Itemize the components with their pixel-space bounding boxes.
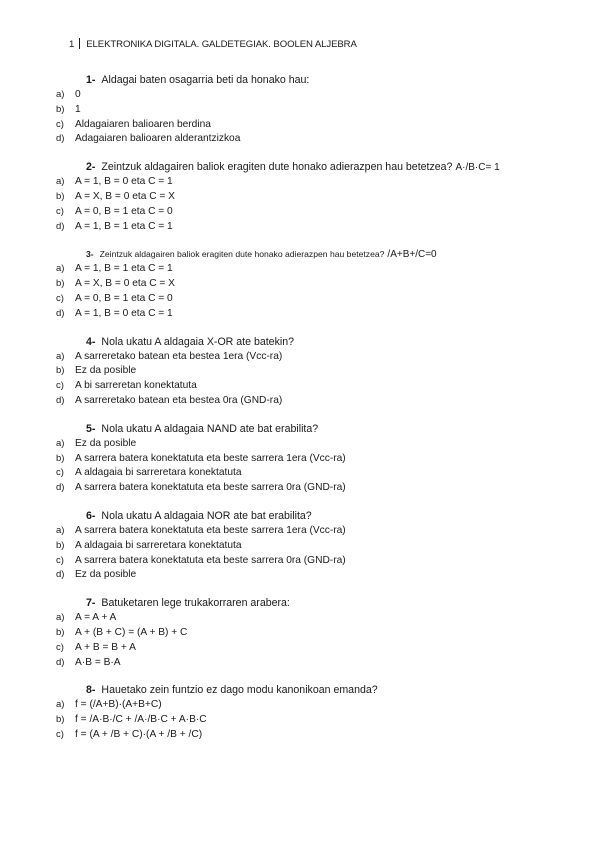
- question-number: 1-: [86, 74, 96, 86]
- option-text: Ez da posible: [75, 437, 137, 449]
- option-letter: a): [56, 524, 65, 536]
- option-text: A = 0, B = 1 eta C = 0: [75, 292, 173, 304]
- question-expression: A·/B·C= 1: [455, 162, 500, 174]
- answer-option: [56, 350, 556, 365]
- option-letter: c): [56, 205, 64, 217]
- question-title: [56, 335, 556, 350]
- option-text: A = 0, B = 1 eta C = 0: [75, 205, 173, 217]
- option-letter: b): [56, 714, 65, 726]
- option-letter: d): [56, 220, 65, 232]
- option-text: A·B = B·A: [75, 656, 121, 668]
- option-text: A sarreretako batean eta bestea 0ra (GND-ra): [75, 394, 283, 406]
- option-text: Adagaiaren balioaren alderantzizkoa: [75, 133, 241, 145]
- option-letter: c): [56, 380, 64, 392]
- option-text: A = 1, B = 1 eta C = 1: [75, 263, 173, 275]
- question-title: [56, 73, 556, 88]
- question-number: 6-: [86, 509, 96, 522]
- option-text: 0: [75, 89, 81, 100]
- answer-option: [56, 728, 556, 743]
- question-number: 7-: [86, 597, 96, 610]
- option-text: A = A + A: [75, 612, 117, 624]
- question-number: 3-: [86, 249, 94, 260]
- question-number: 5-: [86, 422, 96, 435]
- answer-option: [56, 103, 556, 118]
- question-expression: /A+B+/C=0: [387, 249, 437, 261]
- option-letter: c): [56, 554, 64, 566]
- header-title: ELEKTRONIKA DIGITALA. GALDETEGIAK. BOOLEN ALJEBRA: [86, 39, 357, 50]
- option-text: A = 1, B = 0 eta C = 1: [75, 307, 173, 319]
- option-letter: b): [56, 452, 65, 464]
- question-title: [56, 247, 556, 262]
- question-block: [56, 73, 556, 147]
- option-text: A sarrera batera konektatuta eta beste sarrera 0ra (GND-ra): [75, 554, 346, 566]
- option-text: A sarrera batera konektatuta eta beste sarrera 1era (Vcc-ra): [75, 452, 346, 464]
- option-letter: b): [56, 103, 65, 115]
- answer-option: [56, 539, 556, 554]
- option-text: f = /A·B·/C + /A·/B·C + A·B·C: [75, 714, 207, 726]
- option-letter: a): [56, 612, 65, 624]
- question-block: [56, 422, 556, 496]
- option-text: A = 1, B = 1 eta C = 1: [75, 220, 173, 232]
- option-letter: c): [56, 118, 64, 130]
- answer-option: [56, 626, 556, 641]
- question-title: [56, 596, 556, 611]
- option-letter: d): [56, 482, 65, 494]
- answer-option: [56, 262, 556, 277]
- question-text: Nola ukatu A aldagaia NAND ate bat erabilita?: [101, 422, 319, 435]
- option-letter: c): [56, 728, 64, 740]
- answer-option: [56, 452, 556, 467]
- answer-option: [56, 118, 556, 133]
- question-text: Nola ukatu A aldagaia NOR ate bat erabilita?: [101, 509, 312, 522]
- answer-option: [56, 205, 556, 220]
- option-text: A aldagaia bi sarreretara konektatuta: [75, 467, 242, 479]
- question-block: [56, 335, 556, 409]
- answer-option: [56, 220, 556, 235]
- question-text: Aldagai baten osagarria beti da honako hau:: [101, 74, 310, 86]
- header-divider: [79, 38, 80, 49]
- option-letter: a): [56, 350, 65, 362]
- page-number: 1: [69, 39, 75, 50]
- option-letter: d): [56, 307, 65, 319]
- question-block: [56, 247, 556, 321]
- option-text: A bi sarreretan konektatuta: [75, 380, 197, 392]
- question-title: [56, 683, 556, 698]
- question-title: [56, 509, 556, 524]
- option-text: A + B = B + A: [75, 641, 136, 653]
- question-block: [56, 596, 556, 670]
- answer-option: [56, 88, 556, 103]
- question-text: Hauetako zein funtzio ez dago modu kanonikoan emanda?: [101, 684, 378, 697]
- answer-option: [56, 698, 556, 713]
- question-number: 8-: [86, 684, 96, 697]
- option-letter: a): [56, 437, 65, 449]
- question-text: Batuketaren lege trukakorraren arabera:: [101, 597, 290, 610]
- option-text: A + (B + C) = (A + B) + C: [75, 626, 188, 638]
- answer-option: [56, 524, 556, 539]
- answer-option: [56, 190, 556, 205]
- question-number: 2-: [86, 161, 96, 174]
- option-text: A sarreretako batean eta bestea 1era (Vcc-ra): [75, 350, 283, 362]
- page-header: [69, 38, 357, 50]
- option-letter: b): [56, 278, 65, 290]
- question-text: Zeintzuk aldagairen baliok eragiten dute honako adierazpen hau betetzea?: [99, 249, 385, 260]
- option-text: 1: [75, 103, 81, 115]
- option-letter: a): [56, 263, 65, 275]
- option-text: A sarrera batera konektatuta eta beste sarrera 1era (Vcc-ra): [75, 524, 346, 536]
- option-letter: d): [56, 394, 65, 406]
- option-text: Ez da posible: [75, 365, 137, 377]
- answer-option: [56, 379, 556, 394]
- question-title: [56, 160, 556, 175]
- option-letter: b): [56, 365, 65, 377]
- question-text: Zeintzuk aldagairen baliok eragiten dute honako adierazpen hau betetzea?: [101, 161, 453, 174]
- answer-option: [56, 437, 556, 452]
- answer-option: [56, 611, 556, 626]
- option-letter: a): [56, 176, 65, 188]
- question-block: [56, 509, 556, 583]
- option-letter: b): [56, 190, 65, 202]
- answer-option: [56, 641, 556, 656]
- question-number: 4-: [86, 335, 96, 348]
- question-title: [56, 422, 556, 437]
- answer-option: [56, 554, 556, 569]
- answer-option: [56, 175, 556, 190]
- question-text: Nola ukatu A aldagaia X-OR ate batekin?: [101, 335, 295, 348]
- answer-option: [56, 713, 556, 728]
- answer-option: [56, 132, 556, 147]
- answer-option: [56, 466, 556, 481]
- option-text: Ez da posible: [75, 569, 137, 581]
- answer-option: [56, 292, 556, 307]
- option-letter: c): [56, 467, 64, 479]
- option-letter: a): [56, 699, 65, 711]
- option-letter: c): [56, 292, 64, 304]
- option-text: A aldagaia bi sarreretara konektatuta: [75, 539, 242, 551]
- question-block: [56, 160, 556, 234]
- option-letter: c): [56, 641, 64, 653]
- option-letter: b): [56, 539, 65, 551]
- option-text: A = X, B = 0 eta C = X: [75, 278, 175, 290]
- option-text: A = X, B = 0 eta C = X: [75, 190, 175, 202]
- option-letter: d): [56, 133, 65, 145]
- option-letter: d): [56, 569, 65, 581]
- questions-list: [56, 73, 556, 756]
- question-block: [56, 683, 556, 742]
- answer-option: [56, 277, 556, 292]
- option-letter: a): [56, 89, 65, 100]
- answer-option: [56, 307, 556, 322]
- answer-option: [56, 568, 556, 583]
- option-text: A sarrera batera konektatuta eta beste sarrera 0ra (GND-ra): [75, 482, 346, 494]
- option-text: f = (A + /B + C)·(A + /B + /C): [75, 728, 203, 740]
- answer-option: [56, 394, 556, 409]
- answer-option: [56, 481, 556, 496]
- answer-option: [56, 364, 556, 379]
- option-text: A = 1, B = 0 eta C = 1: [75, 176, 173, 188]
- option-letter: d): [56, 656, 65, 668]
- option-text: Aldagaiaren balioaren berdina: [75, 118, 211, 130]
- option-text: f = (/A+B)·(A+B+C): [75, 699, 162, 711]
- answer-option: [56, 656, 556, 671]
- option-letter: b): [56, 626, 65, 638]
